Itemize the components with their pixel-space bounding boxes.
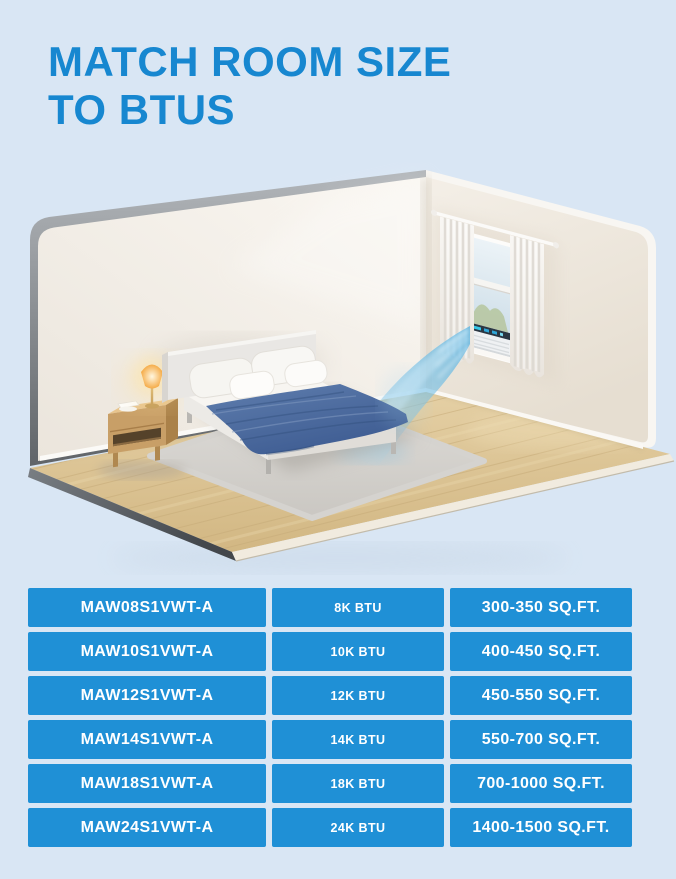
- area-cell: 450-550 SQ.FT.: [450, 676, 632, 715]
- airflow-haze: [380, 368, 428, 428]
- nightstand-dish: [119, 406, 137, 411]
- btu-cell: 12K BTU: [272, 676, 444, 715]
- btu-cell: 8K BTU: [272, 588, 444, 627]
- area-cell: 400-450 SQ.FT.: [450, 632, 632, 671]
- btu-cell: 24K BTU: [272, 808, 444, 847]
- area-cell: 1400-1500 SQ.FT.: [450, 808, 632, 847]
- title-line-1: MATCH ROOM SIZE: [48, 38, 452, 85]
- btu-cell: 18K BTU: [272, 764, 444, 803]
- model-cell: MAW18S1VWT-A: [28, 764, 266, 803]
- area-cell: 700-1000 SQ.FT.: [450, 764, 632, 803]
- spec-table: [28, 588, 632, 847]
- page-title: [48, 38, 451, 134]
- model-cell: MAW24S1VWT-A: [28, 808, 266, 847]
- btu-cell: 10K BTU: [272, 632, 444, 671]
- model-cell: MAW14S1VWT-A: [28, 720, 266, 759]
- area-cell: 300-350 SQ.FT.: [450, 588, 632, 627]
- title-line-2: TO BTUS: [48, 86, 236, 133]
- model-cell: MAW08S1VWT-A: [28, 588, 266, 627]
- btu-cell: 14K BTU: [272, 720, 444, 759]
- room-drop-shadow: [110, 544, 570, 572]
- window-curtain-right: [510, 235, 544, 379]
- model-cell: MAW12S1VWT-A: [28, 676, 266, 715]
- nightstand-shadow: [98, 461, 186, 479]
- model-cell: MAW10S1VWT-A: [28, 632, 266, 671]
- area-cell: 550-700 SQ.FT.: [450, 720, 632, 759]
